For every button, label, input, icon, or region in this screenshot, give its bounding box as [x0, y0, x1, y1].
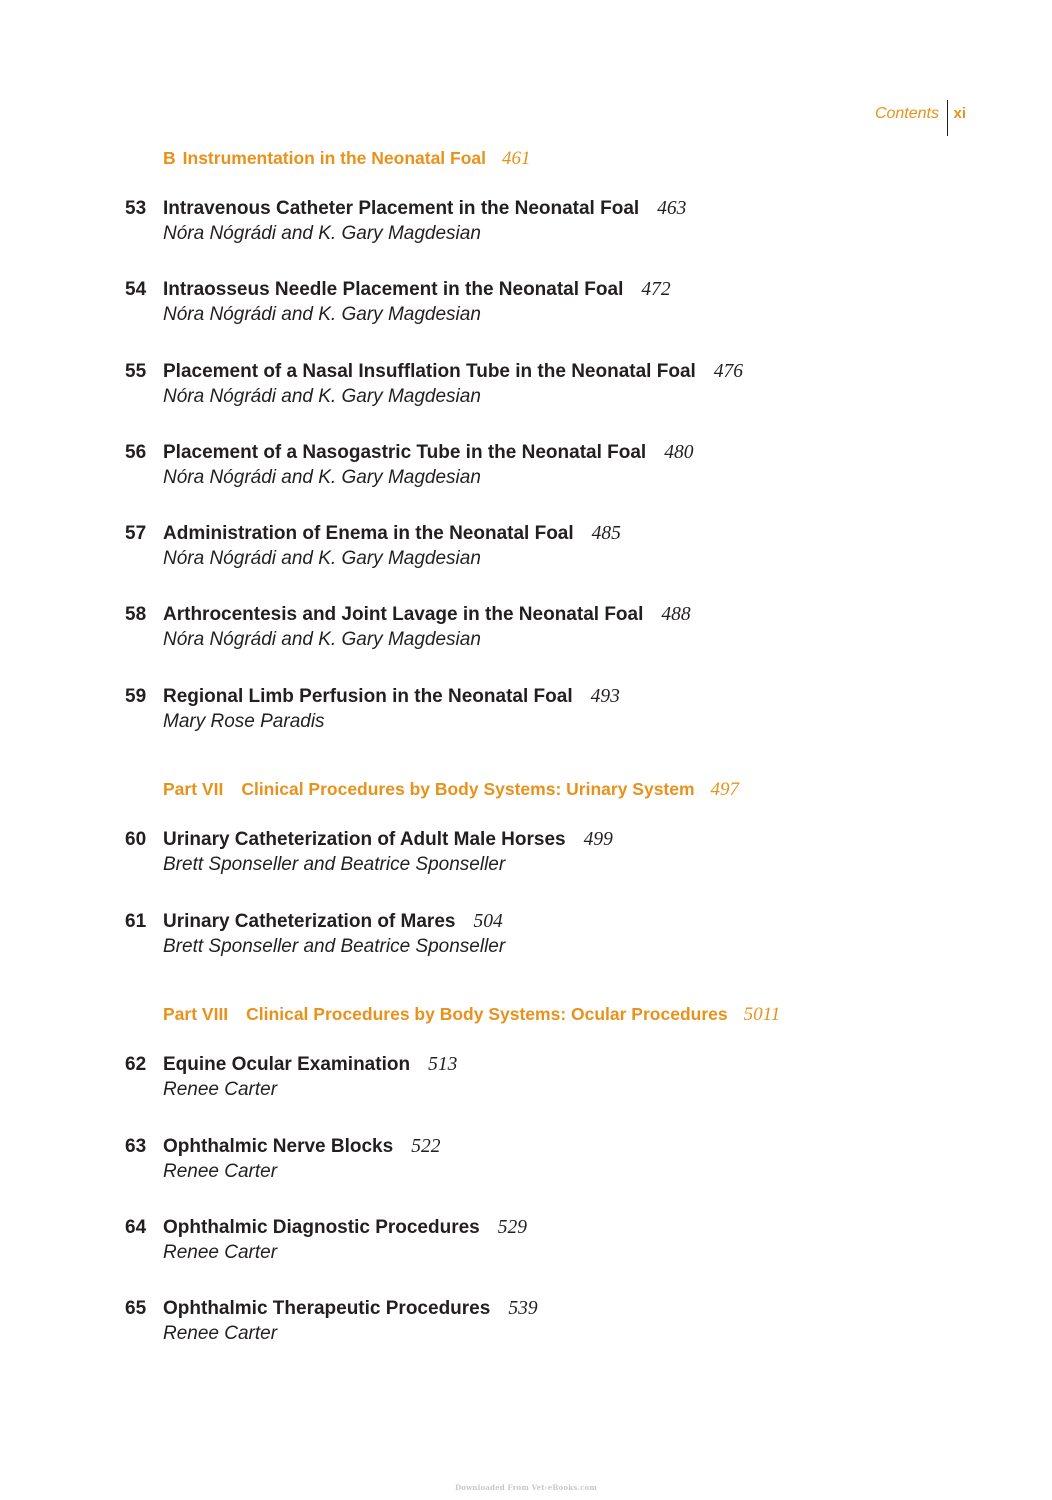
section-page: 461	[502, 148, 531, 169]
chapter-title: Intraosseus Needle Placement in the Neonatal Foal	[163, 279, 624, 300]
section-part-label: Part VII	[163, 779, 224, 799]
chapter-author: Mary Rose Paradis	[163, 711, 325, 732]
section-page: 497	[710, 779, 740, 800]
chapter-title: Regional Limb Perfusion in the Neonatal Foal	[163, 686, 573, 707]
chapter-number: 53	[125, 198, 147, 219]
chapter-number: 60	[125, 829, 147, 850]
running-head-label: Contents	[874, 105, 939, 122]
section-heading-part-viii[interactable]	[163, 1003, 780, 1026]
chapter-number: 57	[125, 523, 147, 544]
chapter-number: 62	[125, 1054, 147, 1075]
chapter-author: Nóra Nógrádi and K. Gary Magdesian	[163, 629, 481, 650]
chapter-title: Ophthalmic Therapeutic Procedures	[163, 1298, 491, 1319]
chapter-author: Renee Carter	[163, 1079, 278, 1100]
section-title: Instrumentation in the Neonatal Foal	[182, 148, 486, 168]
section-title: Clinical Procedures by Body Systems: Ocular Procedures	[246, 1004, 728, 1024]
chapter-page: 485	[591, 523, 621, 544]
chapter-page: 522	[411, 1136, 441, 1157]
chapter-title: Urinary Catheterization of Mares	[163, 911, 456, 932]
chapter-number: 54	[125, 279, 147, 300]
chapter-title: Administration of Enema in the Neonatal Foal	[163, 523, 574, 544]
chapter-title: Ophthalmic Nerve Blocks	[163, 1136, 394, 1157]
chapter-title: Placement of a Nasogastric Tube in the Neonatal Foal	[163, 442, 647, 463]
chapter-number: 61	[125, 911, 147, 932]
chapter-title: Placement of a Nasal Insufflation Tube in the Neonatal Foal	[163, 361, 696, 382]
chapter-page: 513	[428, 1054, 458, 1075]
chapter-author: Brett Sponseller and Beatrice Sponseller	[163, 854, 506, 875]
footer-watermark: Downloaded From Vet-eBooks.com	[454, 1483, 598, 1492]
chapter-title: Ophthalmic Diagnostic Procedures	[163, 1217, 480, 1238]
chapter-page: 539	[508, 1298, 538, 1319]
section-heading-b[interactable]	[163, 147, 531, 170]
chapter-number: 58	[125, 604, 147, 625]
chapter-author: Renee Carter	[163, 1323, 278, 1344]
chapter-title: Arthrocentesis and Joint Lavage in the Neonatal Foal	[163, 604, 644, 625]
chapter-author: Renee Carter	[163, 1161, 278, 1182]
running-head-page-number: xi	[953, 105, 966, 122]
chapter-author: Renee Carter	[163, 1242, 278, 1263]
chapter-author: Nóra Nógrádi and K. Gary Magdesian	[163, 386, 481, 407]
chapter-page: 476	[713, 361, 744, 382]
section-letter: B	[163, 148, 176, 168]
section-heading-part-vii[interactable]	[163, 778, 739, 801]
chapter-number: 63	[125, 1136, 147, 1157]
section-part-label: Part VIII	[163, 1004, 229, 1024]
chapter-author: Nóra Nógrádi and K. Gary Magdesian	[163, 467, 481, 488]
chapter-page: 529	[497, 1217, 527, 1238]
chapter-author: Nóra Nógrádi and K. Gary Magdesian	[163, 304, 481, 325]
section-page: 5011	[743, 1004, 781, 1025]
chapter-number: 64	[125, 1217, 147, 1238]
chapter-page: 463	[657, 198, 687, 219]
chapter-page: 480	[664, 442, 694, 463]
section-title: Clinical Procedures by Body Systems: Urinary System	[241, 779, 695, 799]
chapter-number: 65	[125, 1298, 147, 1319]
chapter-author: Brett Sponseller and Beatrice Sponseller	[163, 936, 506, 957]
chapter-number: 59	[125, 686, 147, 707]
chapter-number: 55	[125, 361, 147, 382]
chapter-title: Urinary Catheterization of Adult Male Horses	[163, 829, 566, 850]
chapter-title: Equine Ocular Examination	[163, 1054, 411, 1075]
chapter-page: 472	[641, 279, 671, 300]
chapter-author: Nóra Nógrádi and K. Gary Magdesian	[163, 548, 481, 569]
chapter-page: 499	[583, 829, 613, 850]
chapter-title: Intravenous Catheter Placement in the Neonatal Foal	[163, 198, 640, 219]
chapter-page: 504	[473, 911, 503, 932]
chapter-number: 56	[125, 442, 147, 463]
chapter-page: 488	[661, 604, 691, 625]
chapter-page: 493	[590, 686, 620, 707]
chapter-author: Nóra Nógrádi and K. Gary Magdesian	[163, 223, 481, 244]
